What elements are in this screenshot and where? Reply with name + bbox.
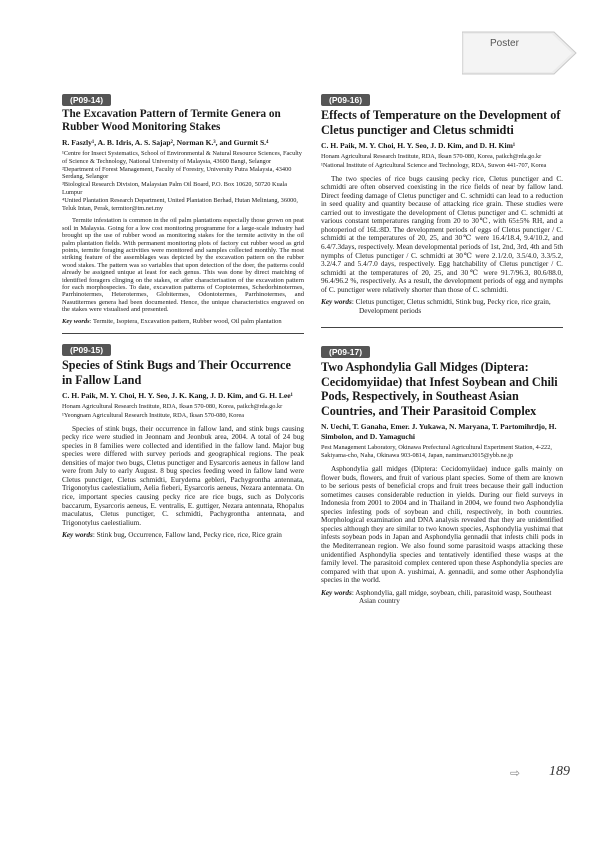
page-arrow-icon: ⇨ — [510, 766, 521, 780]
abstract-body: The two species of rice bugs causing pecky rice, Cletus punctiger and C. schmidti are often observed coexisting in the rice fields of near by fallow land. Direct feeding damage of Cletus punctiger and C. schmidti can lead to a reduction in seed quality and quantity because of attacking rice grain. These studies were carried out to investigate the development of Cletus punctiger and C. schmidti at various constant temperatures ranging from 20 to 30℃, with 65±5% RH, and a photoperiod of 16L:8D. The development periods of eggs of Cletus punctiger / C. schmidti at the temperatures of 20, 25, and 30℃ were 16.4/18.4, 9.4/10.2, and 6.4/7.3days, respectively. Mean developmental periods of 1st, 2nd, 3rd, 4th and 5th nymphs of Cletus punctiger / C. schmidti at 30℃ were 2.1/2.0, 3.5/4.0, 3.3/5.2, 3.2/4.7 and 5.4/7.0 days, respectively. Egg hatchability of Cletus punctiger / C. schmidti at the temperatures of 20, 25, and 30℃ were 91.7/96.3, 80.6/88.0, 96.4/96.2 %, respectively. As a result, the development periods of egg and nymphs of C. punctiger were relatively shorter than those of C. schmidti. — [321, 174, 563, 294]
keywords-text: Termite, Isoptera, Excavation pattern, Rubber wood, Oil palm plantation — [92, 317, 282, 325]
right-column — [321, 90, 563, 614]
abstract-p09-15 — [62, 340, 304, 540]
abstract-body: Termite infestation is common in the oil palm plantations especially those grown on peat soil in Malaysia. Going for a low cost monitoring programme for a large-scale industry had brought up the use of rubber wood as monitoring stakes for the termite activity in the oil palm plantation fields. With permanent monitoring plots of factory cut rubber wood as grid points, termite foraging activities were monitored and samples collected monthly. The most striking feature of the assemblages was depicted by the excavation pattern on the rubber wood stakes. The pattern was so variables that upon detection of the doer, the patterns could already be assigned unique at least for each genus. This was done by direct matching of identified foragers clinging on the stakes, or after characterisation of the excavation pattern for each morphospecies. To date, excavation patterns of Coptotermes, Schedorhinotermes, Parrhinotermes, Heterotermes, Globitermes, Odontotermes, Parrhinotermes, and Nasutitermes genera had been documented. Hence, the unique characteristics engraved on the stakes were visualised and presented. — [62, 217, 304, 314]
keywords-text: Asphondylia, gall midge, soybean, chili, parasitoid wasp, Southeast Asian country — [355, 588, 552, 606]
abstract-affiliation: ²Department of Forest Management, Faculty of Forestry, University Putra Malaysia, 43400 Serdang, Selangor — [62, 165, 292, 181]
abstract-tag: (P09-14) — [62, 94, 111, 106]
abstract-authors: C. H. Paik, M. Y. Choi, H. Y. Seo, J. D. Kim, and D. H. Kim¹ — [321, 141, 516, 150]
abstract-keywords: Key words: Cletus punctiger, Cletus schmidti, Stink bug, Pecky rice, rice grain, Development periods — [321, 298, 551, 315]
abstract-affiliation: ¹Yeongnam Agricultural Research Institute, RDA, Iksan 570-080, Korea — [62, 411, 245, 419]
abstract-keywords: Key words: Termite, Isoptera, Excavation pattern, Rubber wood, Oil palm plantation — [62, 317, 282, 325]
abstract-p09-17 — [321, 342, 563, 605]
abstract-keywords: Key words: Stink bug, Occurrence, Fallow land, Pecky rice, rice, Rice grain — [62, 531, 282, 540]
abstract-title: Two Asphondylia Gall Midges (Diptera: Cecidomyiidae) that Infest Soybean and Chili Pods, Respectively, in Southeast Asian Countries, and Their Parasitoid Complex — [321, 360, 558, 418]
abstract-affiliation: ¹Centre for Insect Systematics, School of Environmental & Natural Resource Sciences, Faculty of Science & Technology, National University of Malaysia, 43600 Bangi, Selangor — [62, 150, 302, 165]
abstract-title: The Excavation Pattern of Termite Genera on Rubber Wood Monitoring Stakes — [62, 108, 281, 133]
keywords-label: Key words — [62, 531, 93, 540]
abstract-affiliation: ³Biological Research Division, Malaysian Palm Oil Board, P.O. Box 10620, 50720 Kuala Lumpur — [62, 181, 288, 196]
divider — [62, 333, 304, 334]
abstract-title: Effects of Temperature on the Development of Cletus punctiger and Cletus schmidti — [321, 108, 561, 137]
divider — [321, 327, 563, 328]
abstract-keywords: Key words: Asphondylia, gall midge, soybean, chili, parasitoid wasp, Southeast Asian country — [321, 588, 552, 606]
keywords-label: Key words — [321, 298, 352, 307]
abstract-p09-16 — [321, 90, 563, 315]
abstract-affiliation: ¹National Institute of Agricultural Science and Technology, RDA, Suwon 441-707, Korea — [321, 161, 547, 169]
arrow-tab-icon — [462, 30, 578, 76]
abstract-authors: R. Faszly¹, A. B. Idris, A. S. Sajap², Norman K.³, and Gurmit S.⁴ — [62, 138, 269, 147]
abstract-authors: C. H. Paik, M. Y. Choi, H. Y. Seo, J. K. Kang, J. D. Kim, and G. H. Lee¹ — [62, 391, 293, 401]
section-tab — [462, 30, 578, 76]
abstract-affiliation: Honam Agricultural Research Institute, RDA, Iksan 570-080, Korea, paikch@rda.go.kr — [321, 153, 542, 160]
keywords-text: Cletus punctiger, Cletus schmidti, Stink bug, Pecky rice, rice grain, Development periods — [355, 298, 551, 315]
abstract-p09-14 — [62, 90, 304, 325]
abstract-title: Species of Stink Bugs and Their Occurrence in Fallow Land — [62, 358, 291, 387]
keywords-label: Key words — [62, 317, 90, 325]
keywords-label: Key words — [321, 588, 352, 597]
abstract-body: Species of stink bugs, their occurrence in fallow land, and stink bugs causing pecky rice were studied in Jeonnam and Jeonbuk area, 2004. A total of 24 bug species in 8 families were collected and identified in the fallow land. Major bug species were differed with survey periods and geographical regions. The peak densities of major two bugs, Cletus punctiger and Eysarcoris aeneus in fallow land were from July to early August. 8 bug species feeding weed in fallow land were Cletus punctiger, Cletus schmidti, Eurydema gebleri, Pachygrontha antennata, Trigonotylus caelestialium, Aelia fieberi, Eysarcoris aeneus, Nezara antennata. On rice, important species causing pecky rice are rice bugs, such as Dolycoris baccarum, Eysarcoris aeneus, E. ventralis, E. guttiger, Nezara antennata, Rhopalus maculatus, Cletus punctiger, C. schmidti, Pachygrontha antennata, and Trigonotylus caelestialium. — [62, 424, 304, 527]
section-label: Poster — [490, 38, 519, 49]
abstract-authors: N. Uechi, T. Ganaha, Emer. J. Yukawa, N. Maryana, T. Partomihrdjo, H. Simbolon, and D. Yamaguchi — [321, 422, 557, 442]
abstract-affiliation: Pest Management Laboratory, Okinawa Prefectural Agricultural Experiment Station, 4-222, Sakiyama-cho, Naha, Okinawa 903-0814, Japan, namimaru3015@ybb.ne.jp — [321, 444, 552, 460]
page-number: 189 — [549, 764, 570, 779]
abstract-tag: (P09-17) — [321, 346, 370, 358]
left-column — [62, 90, 304, 548]
abstract-body: Asphondylia gall midges (Diptera: Cecidomyiidae) induce galls mainly on flower buds, flowers, and fruit of various plant species. Some of them are known to be serious pests of beneficial crops and fruit trees because their gall induction sometimes causes considerable reduction in yields. During our field surveys in Indonesia from 2001 to 2004 and in Thailand in 2004, we found two Asphondylia species infesting pods of soybean and chili, respectively, in both countries. Morphological examination and DNA analysis revealed that they are unidentified species although they are similar to two known species, Asphondylia yushimai that infests soybean pods in Japan and Asphondylia gennadii that infests chili pods in the Mediterranean region. We also found some parasitoid wasps attacking these unidentified Asphondylia species and tentatively identified these wasps at the family level. The parasitoid complex centered upon these Asphondylia species are compared with that upon A. yushimai, A. gennadii, and some other Asphondylia species in the world. — [321, 465, 563, 585]
keywords-text: Stink bug, Occurrence, Fallow land, Pecky rice, rice, Rice grain — [96, 531, 282, 540]
abstract-affiliation: Honam Agricultural Research Institute, RDA, Iksan 570-080, Korea, paikch@rda.go.kr — [62, 403, 283, 411]
abstract-tag: (P09-15) — [62, 344, 111, 356]
abstract-tag: (P09-16) — [321, 94, 370, 106]
abstract-affiliation: ⁴United Plantation Research Department, United Plantation Berhad, Hutan Melintang, 36000, Teluk Intan, Perak, termitor@tm.net.my — [62, 196, 299, 212]
